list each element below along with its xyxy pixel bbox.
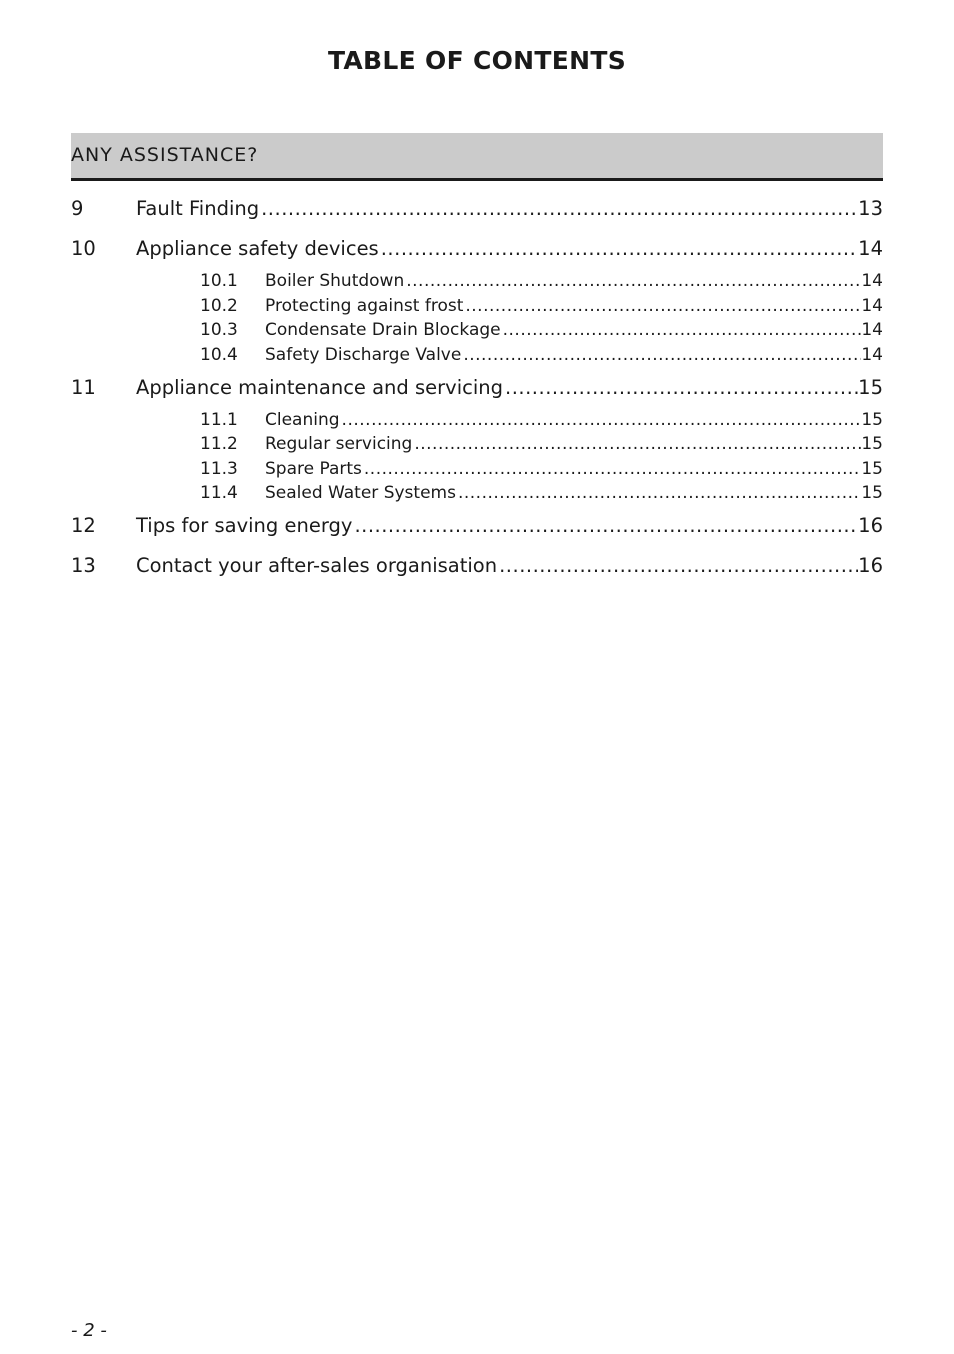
toc-leader-dots <box>463 296 861 316</box>
toc-entry-page: 15 <box>861 410 883 430</box>
toc-entry-page: 15 <box>861 434 883 454</box>
toc-entry-11-2[interactable] <box>71 434 883 458</box>
toc-entry-page: 16 <box>858 554 883 577</box>
section-header-label: ANY ASSISTANCE? <box>71 144 259 166</box>
toc-leader-dots <box>456 483 861 503</box>
toc-entry-number: 11.4 <box>200 483 238 503</box>
toc-leader-dots <box>362 459 861 479</box>
toc-entry-number: 9 <box>71 197 84 220</box>
toc-entry-10-1[interactable] <box>71 271 883 295</box>
toc-entry-title: Safety Discharge Valve <box>265 345 462 365</box>
toc-entry-page: 16 <box>858 514 883 537</box>
toc-entry-page: 14 <box>861 320 883 340</box>
toc-entry-title: Boiler Shutdown <box>265 271 405 291</box>
toc-entry-10-2[interactable] <box>71 296 883 320</box>
toc-entry-title: Condensate Drain Blockage <box>265 320 501 340</box>
toc-leader-dots <box>379 237 858 260</box>
toc-entry-9[interactable] <box>71 197 883 227</box>
toc-entry-11-3[interactable] <box>71 459 883 483</box>
toc-entry-page: 13 <box>858 197 883 220</box>
toc-entry-10[interactable] <box>71 237 883 267</box>
toc-entry-title: Sealed Water Systems <box>265 483 456 503</box>
toc-entry-title: Spare Parts <box>265 459 362 479</box>
toc-entry-title: Appliance maintenance and servicing <box>136 376 503 399</box>
toc-entry-13[interactable] <box>71 554 883 584</box>
toc-leader-dots <box>259 197 858 220</box>
toc-entry-title: Contact your after-sales organisation <box>136 554 498 577</box>
toc-entry-number: 10.2 <box>200 296 238 316</box>
page-title: TABLE OF CONTENTS <box>328 46 626 75</box>
toc-entry-11-1[interactable] <box>71 410 883 434</box>
toc-entry-title: Appliance safety devices <box>136 237 379 260</box>
toc-entry-number: 11 <box>71 376 96 399</box>
toc-entry-number: 13 <box>71 554 96 577</box>
toc-entry-number: 10.1 <box>200 271 238 291</box>
toc-entry-title: Regular servicing <box>265 434 413 454</box>
toc-entry-number: 11.3 <box>200 459 238 479</box>
toc-entry-page: 14 <box>861 296 883 316</box>
toc-entry-title: Fault Finding <box>136 197 260 220</box>
toc-entry-page: 14 <box>861 345 883 365</box>
toc-entry-number: 10.4 <box>200 345 238 365</box>
toc-entry-title: Cleaning <box>265 410 340 430</box>
toc-leader-dots <box>404 271 861 291</box>
toc-entry-10-3[interactable] <box>71 320 883 344</box>
toc-entry-number: 12 <box>71 514 96 537</box>
toc-leader-dots <box>340 410 862 430</box>
toc-leader-dots <box>461 345 861 365</box>
toc-entry-page: 14 <box>861 271 883 291</box>
toc-entry-number: 11.1 <box>200 410 238 430</box>
toc-entry-page: 15 <box>858 376 883 399</box>
toc-entry-11[interactable] <box>71 376 883 406</box>
toc-entry-page: 14 <box>858 237 883 260</box>
toc-leader-dots <box>412 434 861 454</box>
toc-entry-10-4[interactable] <box>71 345 883 369</box>
toc-entry-number: 10 <box>71 237 96 260</box>
section-header <box>71 133 883 181</box>
toc-entry-11-4[interactable] <box>71 483 883 507</box>
toc-leader-dots <box>352 514 858 537</box>
toc-leader-dots <box>501 320 862 340</box>
toc-entry-page: 15 <box>861 483 883 503</box>
toc-entry-number: 10.3 <box>200 320 238 340</box>
toc-leader-dots <box>497 554 858 577</box>
toc-entry-title: Protecting against frost <box>265 296 464 316</box>
toc-entry-page: 15 <box>861 459 883 479</box>
toc-entry-title: Tips for saving energy <box>136 514 353 537</box>
toc-entry-12[interactable] <box>71 514 883 544</box>
footer-page-number: - 2 - <box>71 1320 107 1341</box>
toc-entry-number: 11.2 <box>200 434 238 454</box>
toc-leader-dots <box>503 376 858 399</box>
